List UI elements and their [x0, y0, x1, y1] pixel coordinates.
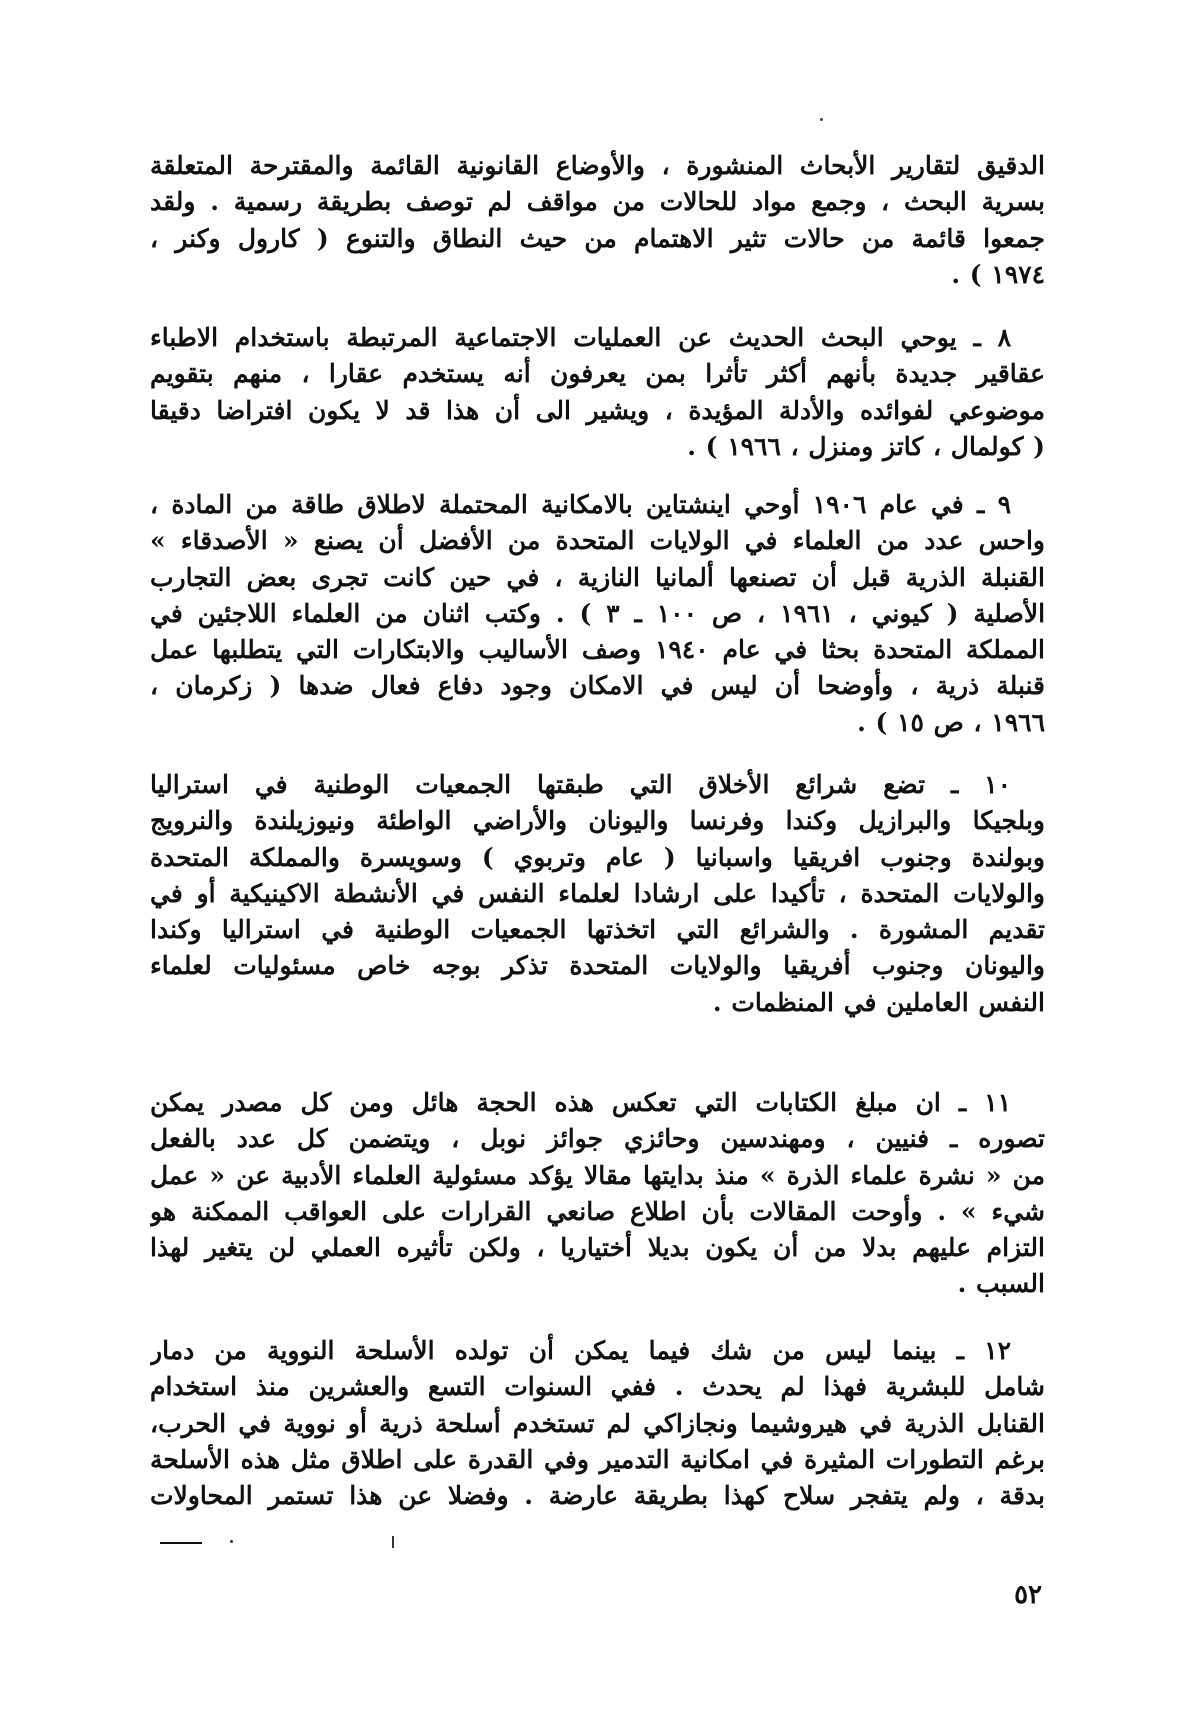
- text-line: القنابل الذرية في هيروشيما ونجازاكي لم تستخدم أسلحة ذرية أو نووية في الحرب،: [150, 1408, 1045, 1438]
- note-11: [150, 1085, 1045, 1303]
- text-line: السبب .: [957, 1269, 1045, 1299]
- text-line: ٨ ـ يوحي البحث الحديث عن العمليات الاجتماعية المرتبطة باستخدام الاطباء: [150, 323, 1011, 352]
- text-line: والولايات المتحدة ، تأكيدا على ارشادا لعلماء النفس في الأنشطة الاكينيكية أو في: [150, 878, 1045, 908]
- text-line: ١١ ـ ان مبلغ الكتابات التي تعكس هذه الحجة هائل ومن كل مصدر يمكن: [150, 1088, 1011, 1117]
- text-line: بسرية البحث ، وجمع مواد للحالات من مواقف لم توصف بطريقة رسمية . ولقد: [150, 187, 1045, 217]
- text-line: موضوعي لفوائده والأدلة المؤيدة ، ويشير الى أن هذا قد لا يكون افتراضا دقيقا: [150, 395, 1045, 425]
- print-speck: [392, 1536, 394, 1548]
- text-line: النفس العاملين في المنظمات .: [712, 987, 1045, 1017]
- text-line: ١٢ ـ بينما ليس من شك فيما يمكن أن تولده الأسلحة النووية من دمار: [150, 1336, 1011, 1365]
- note-9: [150, 487, 1045, 741]
- text-line: ١٩٦٦ ، ص ١٥ ) .: [857, 707, 1045, 737]
- text-line: ١٩٧٤ ) .: [951, 259, 1045, 289]
- text-line: شامل للبشرية فهذا لم يحدث . ففي السنوات التسع والعشرين منذ استخدام: [150, 1372, 1045, 1402]
- paragraph-continuation: [150, 148, 1045, 293]
- note-10: [150, 767, 1045, 1021]
- text-line: برغم التطورات المثيرة في امكانية التدمير وفي القدرة على اطلاق مثل هذه الأسلحة: [150, 1444, 1045, 1474]
- text-line: من « نشرة علماء الذرة » منذ بدايتها مقالا يؤكد مسئولية العلماء الأدبية عن « عمل: [150, 1160, 1045, 1190]
- footer-rule: [160, 1542, 202, 1544]
- text-line: التزام عليهم بدلا من أن يكون بديلا أختياريا ، ولكن تأثيره العملي لن يتغير لهذا: [150, 1233, 1045, 1263]
- text-line: وبلجيكا والبرازيل وكندا وفرنسا واليونان والأراضي الواطئة ونيوزيلندة والنرويج: [150, 806, 1045, 836]
- text-line: وبولندة وجنوب افريقيا واسبانيا ( عام وتربوي ) وسويسرة والمملكة المتحدة: [150, 842, 1045, 872]
- text-line: شيء » . وأوحت المقالات بأن اطلاع صانعي القرارات على العواقب الممكنة هو: [150, 1196, 1045, 1226]
- page-number: ٥٢: [1014, 1580, 1042, 1610]
- text-line: بدقة ، ولم يتفجر سلاح كهذا بطريقة عارضة . وفضلا عن هذا تستمر المحاولات: [150, 1481, 1045, 1511]
- text-line: المملكة المتحدة بحثا في عام ١٩٤٠ وصف الأساليب والابتكارات التي يتطلبها عمل: [150, 635, 1045, 665]
- note-8: [150, 320, 1045, 465]
- print-speck: [230, 1540, 233, 1543]
- text-line: تصوره ـ فنيين ، ومهندسين وحائزي جوائز نوبل ، ويتضمن كل عدد بالفعل: [150, 1124, 1045, 1154]
- note-12: [150, 1333, 1045, 1514]
- print-speck: [820, 118, 823, 121]
- text-line: الأصلية ( كيوني ، ١٩٦١ ، ص ١٠٠ ـ ٣ ) . وكتب اثنان من العلماء اللاجئين في: [150, 598, 1045, 628]
- text-line: القنبلة الذرية قبل أن تصنعها ألمانيا النازية ، في حين كانت تجرى بعض التجارب: [150, 562, 1045, 592]
- text-line: قنبلة ذرية ، وأوضحا أن ليس في الامكان وجود دفاع فعال ضدها ( زكرمان ،: [150, 671, 1045, 701]
- text-line: واليونان وجنوب أفريقيا والولايات المتحدة تذكر بوجه خاص مسئوليات لعلماء: [150, 951, 1045, 981]
- text-line: ٩ ـ في عام ١٩٠٦ أوحي اينشتاين بالامكانية المحتملة لاطلاق طاقة من المادة ،: [150, 490, 1011, 519]
- text-line: ١٠ ـ تضع شرائع الأخلاق التي طبقتها الجمعيات الوطنية في استراليا: [150, 770, 1011, 799]
- text-line: تقديم المشورة . والشرائع التي اتخذتها الجمعيات الوطنية في استراليا وكندا: [150, 915, 1045, 945]
- text-line: واحس عدد من العلماء في الولايات المتحدة من الأفضل أن يصنع « الأصدقاء »: [150, 526, 1045, 556]
- text-line: عقاقير جديدة بأنهم أكثر تأثرا بمن يعرفون أنه يستخدم عقارا ، منهم بتقويم: [150, 359, 1045, 389]
- text-line: الدقيق لتقارير الأبحاث المنشورة ، والأوضاع القانونية القائمة والمقترحة المتعلقة: [150, 151, 1045, 180]
- text-line: ( كولمال ، كاتز ومنزل ، ١٩٦٦ ) .: [687, 431, 1045, 461]
- text-line: جمعوا قائمة من حالات تثير الاهتمام من حيث النطاق والتنوع ( كارول وكنر ،: [150, 223, 1045, 253]
